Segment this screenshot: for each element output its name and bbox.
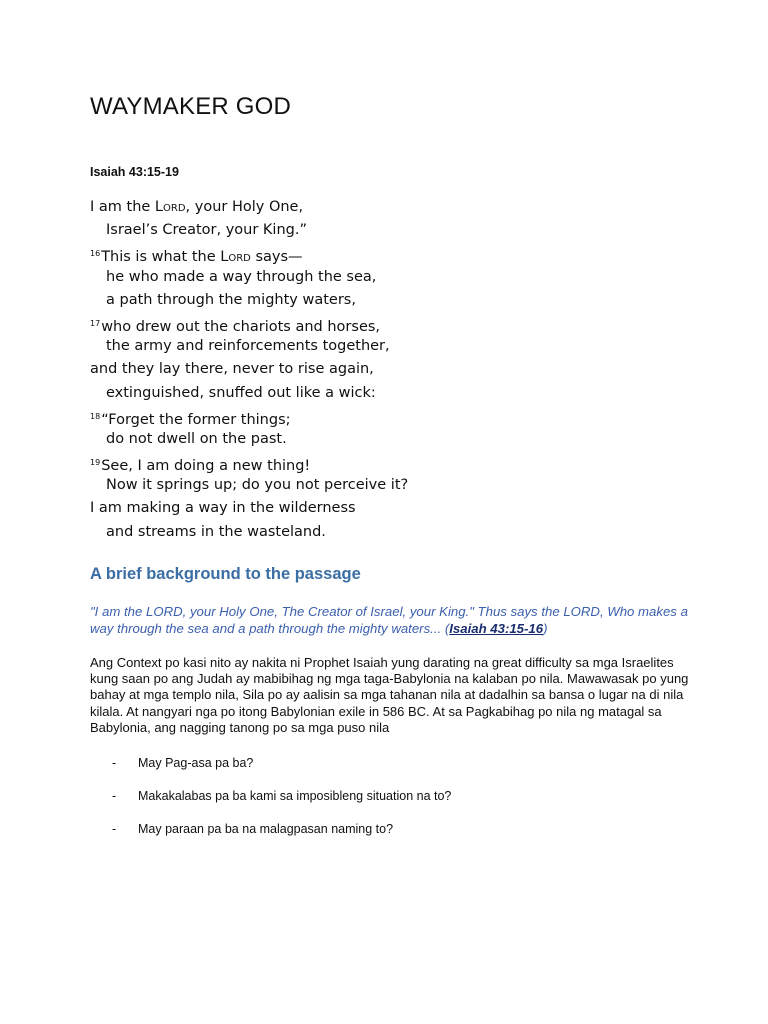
section-heading: A brief background to the passage: [90, 565, 361, 583]
verse-text: “Forget the former things;: [101, 411, 291, 428]
verse-line: [90, 497, 408, 520]
scripture-reference: Isaiah 43:15-19: [90, 165, 179, 179]
verse-text: See, I am doing a new thing!: [101, 458, 311, 475]
quote-paragraph: [90, 603, 690, 637]
verse-line: [90, 382, 408, 405]
document-title: WAYMAKER GOD: [90, 93, 292, 120]
verse-text: I am the: [90, 199, 155, 215]
verse-number: 16: [90, 249, 101, 259]
verse-text: , your Holy One,: [185, 199, 304, 215]
quote-paren-close: ): [543, 621, 548, 636]
verse-text: the army and reinforcements together,: [106, 338, 390, 355]
list-bullet: -: [112, 822, 117, 836]
question-text: May Pag-asa pa ba?: [138, 756, 254, 770]
list-item: [112, 756, 451, 789]
scripture-passage: [90, 196, 408, 544]
verse-text: extinguished, snuffed out like a wick:: [106, 384, 376, 401]
verse-text: who drew out the chariots and horses,: [101, 318, 381, 335]
verse-text: Now it springs up; do you not perceive it?: [106, 477, 409, 494]
verse-line: [90, 451, 408, 474]
verse-line: [90, 196, 408, 219]
divine-name: Lord: [154, 199, 186, 215]
verse-line: [90, 312, 408, 335]
verse-line: [90, 266, 408, 289]
question-list: [112, 756, 451, 855]
verse-text: he who made a way through the sea,: [106, 268, 377, 285]
verse-line: [90, 289, 408, 312]
verse-line: [90, 219, 408, 242]
verse-line: [90, 405, 408, 428]
verse-line: [90, 358, 408, 381]
verse-text: says—: [250, 249, 303, 266]
verse-number: 19: [90, 458, 101, 468]
verse-text: and they lay there, never to rise again,: [90, 361, 374, 378]
verse-text: do not dwell on the past.: [106, 430, 287, 447]
list-bullet: -: [112, 756, 117, 770]
verse-line: [90, 474, 408, 497]
verse-line: [90, 335, 408, 358]
verse-number: 17: [90, 318, 101, 328]
question-text: May paraan pa ba na malagpasan naming to?: [138, 822, 394, 836]
quote-paren-open: (: [444, 621, 450, 636]
question-text: Makakalabas pa ba kami sa imposibleng situation na to?: [138, 789, 452, 803]
verse-line: [90, 242, 408, 265]
divine-name: Lord: [220, 249, 251, 266]
verse-text: Israel’s Creator, your King.”: [106, 222, 307, 239]
list-item: [112, 822, 451, 855]
scripture-link[interactable]: Isaiah 43:15-16: [449, 621, 544, 636]
verse-text: and streams in the wasteland.: [106, 523, 326, 540]
verse-number: 18: [90, 411, 101, 421]
quote-text: "I am the LORD, your Holy One, The Creator of Israel, your King." Thus says the LORD, Who makes a way through the sea and a path through the mighty waters...: [90, 604, 688, 636]
verse-line: [90, 428, 408, 451]
context-paragraph: Ang Context po kasi nito ay nakita ni Prophet Isaiah yung darating na great difficulty sa mga Israelites kung saan po ang Judah ay mabibihag ng mga taga-Babylonia na kalaban po nila. Mawawasak po yung bahay at mga templo nila, Sila po ay aalisin sa mga tahanan nila at dadalhin sa bansa o lugar na di nila kilala. At nangyari nga po itong Babylonian exile in 586 BC. At sa Pagkabihag po nila ng matagal sa Babylonia, ang nagging tanong po sa mga puso nila: [90, 655, 689, 735]
verse-text: a path through the mighty waters,: [106, 291, 356, 308]
list-bullet: -: [112, 789, 117, 803]
verse-line: [90, 521, 408, 544]
verse-text: This is what the: [101, 249, 221, 266]
list-item: [112, 789, 451, 822]
verse-text: I am making a way in the wilderness: [90, 500, 356, 517]
